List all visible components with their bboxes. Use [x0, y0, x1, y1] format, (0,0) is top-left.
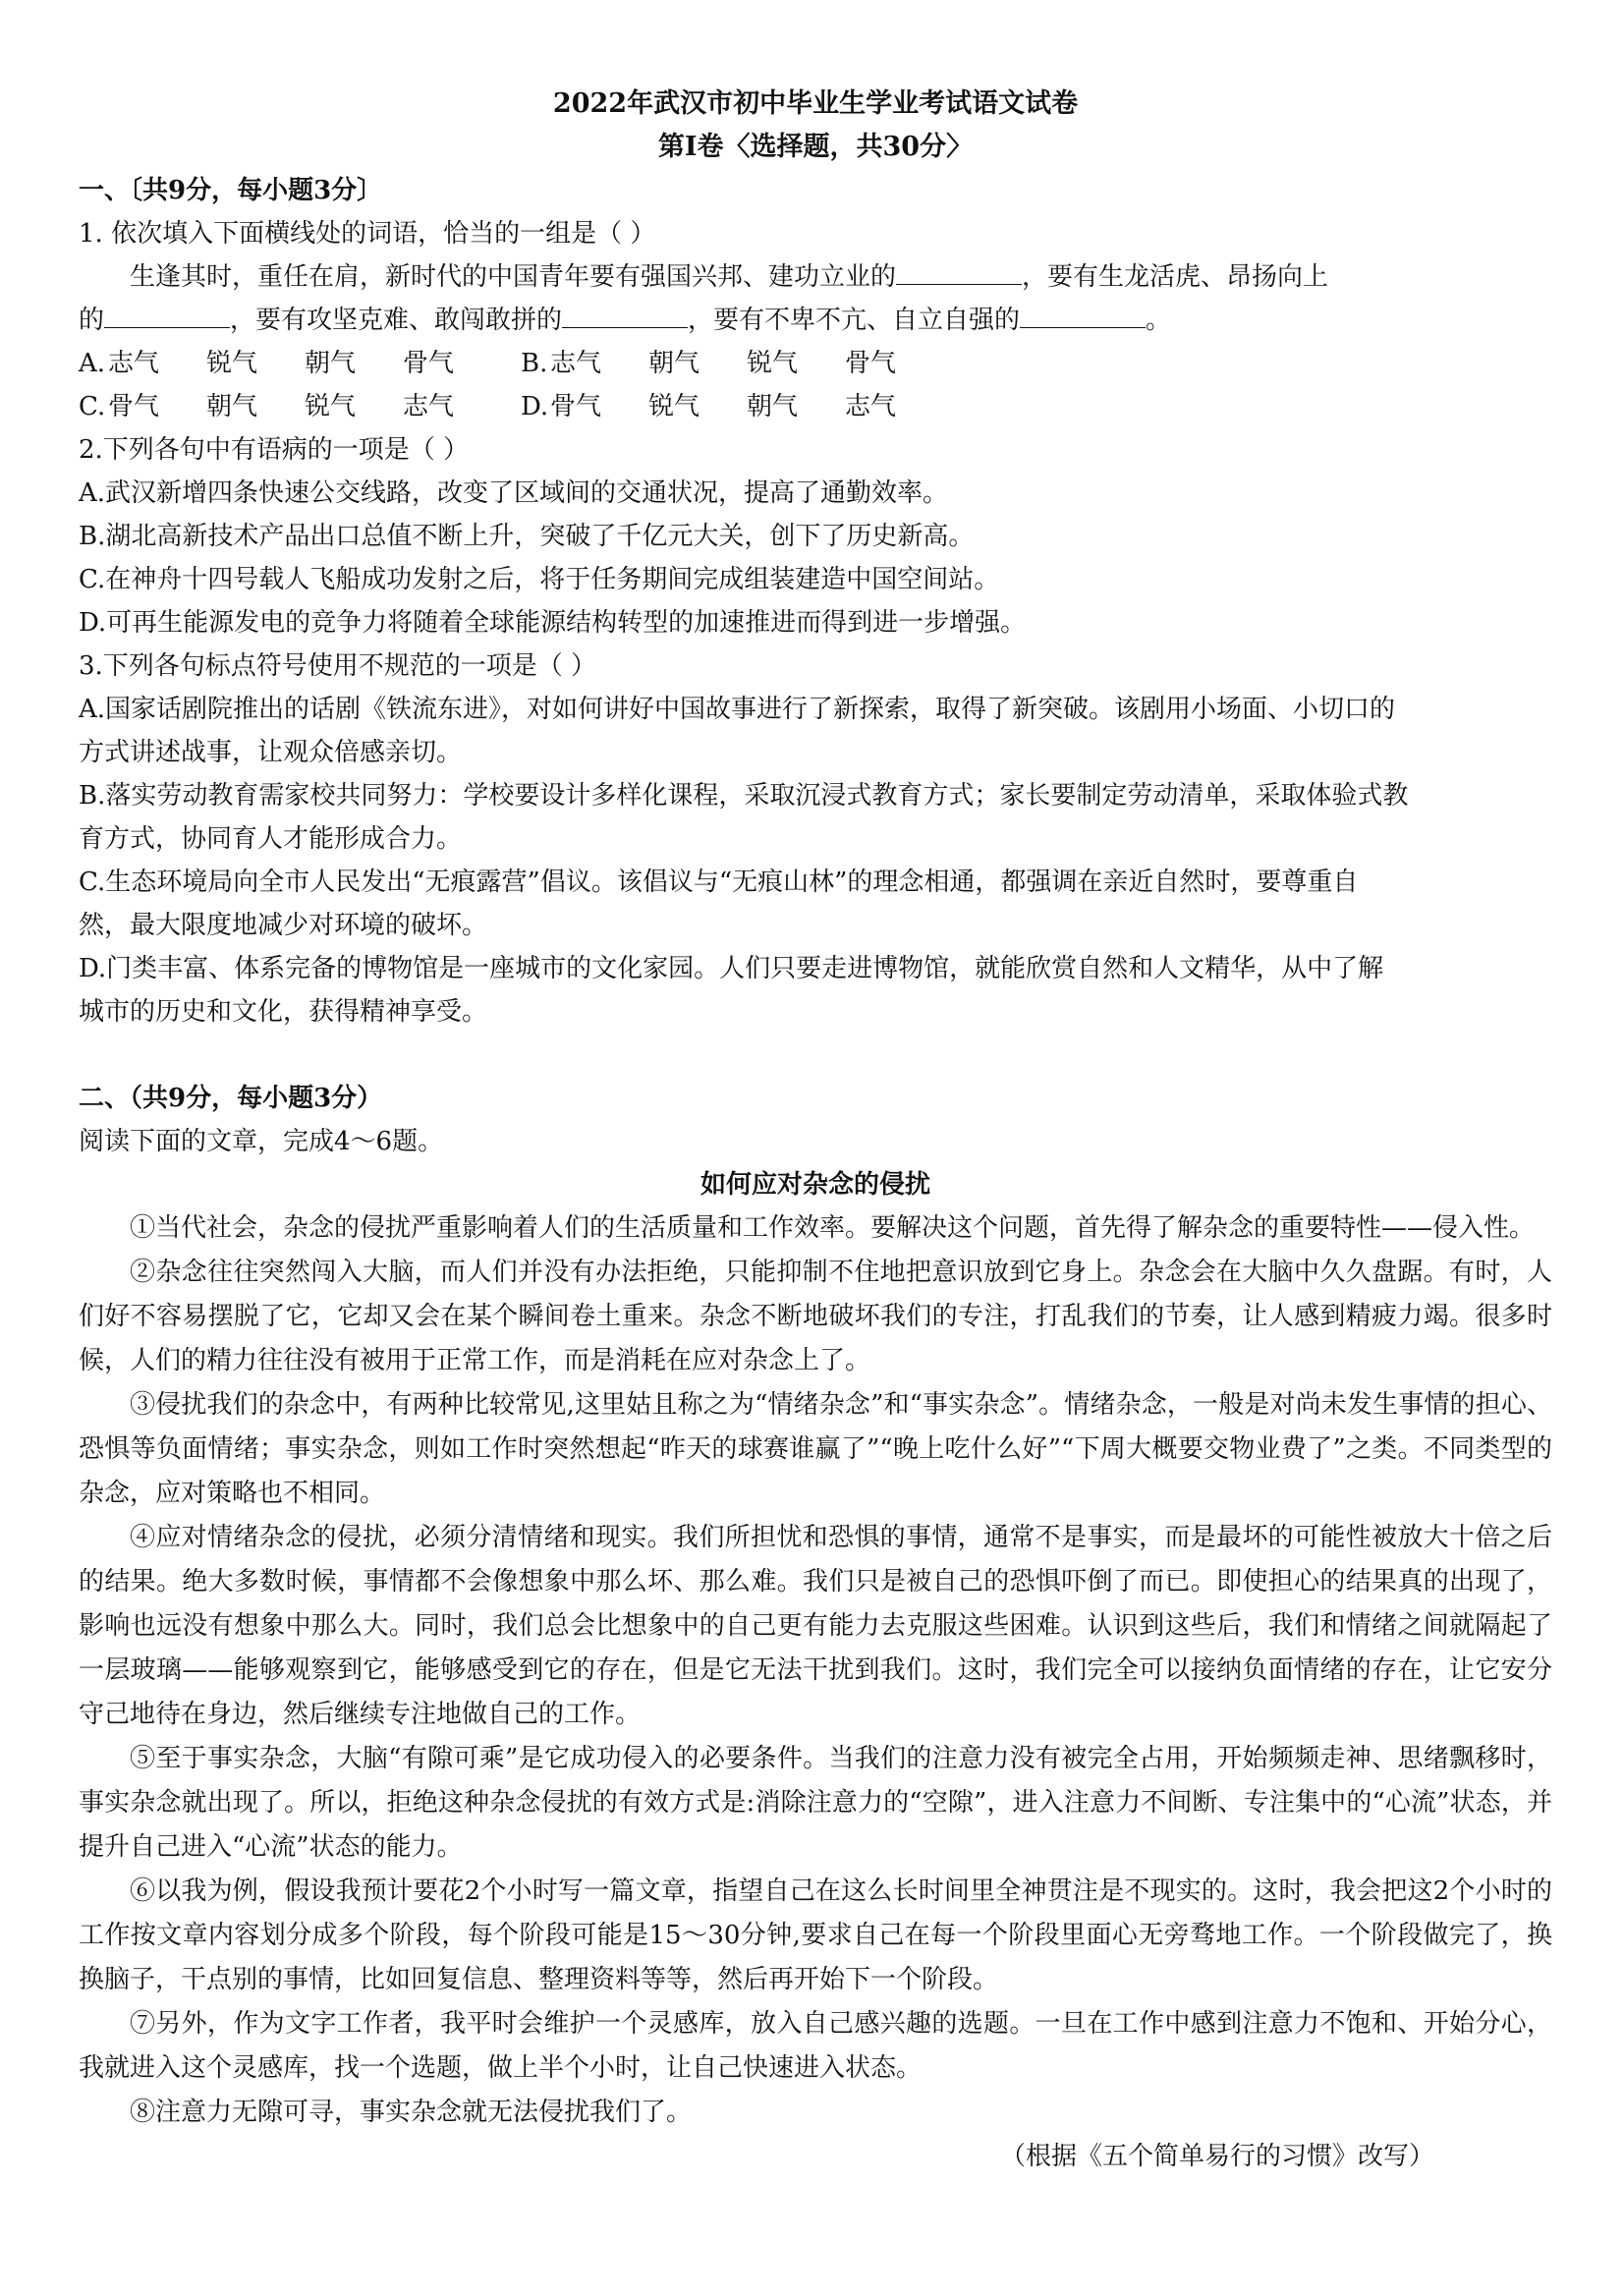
section2-heading: 二、（共9分，每小题3分） — [79, 1084, 383, 1113]
article-paragraph: ⑥以我为例，假设我预计要花2个小时写一篇文章，指望自己在这么长时间里全神贯注是不现实的。这时，我会把这2个小时的工作按文章内容划分成多个阶段，每个阶段可能是15～30分钟,要求自己在每一个阶段里面心无旁骛地工作。一个阶段做完了，换换脑子，干点别的事情，比如回复信息、整理资料等等，然后再开始下一个阶段。 — [79, 1876, 1552, 1994]
q2-option-d: D.可再生能源发电的竞争力将随着全球能源结构转型的加速推进而得到进一步增强。 — [79, 608, 1027, 638]
q1-option-a: A. 志气 锐气 朝气 骨气 — [79, 349, 455, 378]
exam-page — [79, 83, 1552, 2178]
answer-blank — [1020, 306, 1146, 328]
section2-intro: 阅读下面的文章，完成4～6题。 — [79, 1127, 444, 1156]
q2-option-c: C.在神舟十四号载人飞船成功发射之后，将于任务期间完成组装建造中国空间站。 — [79, 565, 1000, 594]
article-paragraph: ⑧注意力无隙可寻，事实杂念就无法侵扰我们了。 — [130, 2098, 693, 2127]
q3-option-b-line2: 育方式，协同育人才能形成合力。 — [79, 824, 463, 854]
article-title: 如何应对杂念的侵扰 — [700, 1170, 930, 1200]
q3-option-d-line2: 城市的历史和文化，获得精神享受。 — [79, 997, 488, 1027]
q2-option-a: A.武汉新增四条快速公交线路，改变了区域间的交通状况，提高了通勤效率。 — [79, 478, 949, 508]
q3-option-d-line1: D.门类丰富、体系完备的博物馆是一座城市的文化家园。人们只要走进博物馆，就能欣赏自然和人文精华，从中了解 — [79, 954, 1384, 983]
article-paragraph: ①当代社会，杂念的侵扰严重影响着人们的生活质量和工作效率。要解决这个问题，首先得了解杂念的重要特性——侵入性。 — [130, 1213, 1536, 1243]
q1-option-b: B. 志气 朝气 锐气 骨气 — [521, 349, 897, 378]
q3-option-c-line2: 然，最大限度地减少对环境的破坏。 — [79, 911, 488, 940]
article-paragraph: ②杂念往往突然闯入大脑，而人们并没有办法拒绝，只能抑制不住地把意识放到它身上。杂念会在大脑中久久盘踞。有时，人们好不容易摆脱了它，它却又会在某个瞬间卷土重来。杂念不断地破坏我们的专注，打乱我们的节奏，让人感到精疲力竭。很多时候，人们的精力往往没有被用于正常工作，而是消耗在应对杂念上了。 — [79, 1258, 1552, 1375]
section1-heading: 一、〔共9分，每小题3分〕 — [79, 176, 383, 205]
volume-title: 第Ⅰ卷〈选择题，共30分〉 — [657, 132, 974, 162]
q3-stem: 3.下列各句标点符号使用不规范的一项是（ ） — [79, 651, 597, 681]
q1-passage-text: ，要有攻坚克难、敢闯敢拼的 — [230, 306, 563, 335]
article-source: （根据《五个简单易行的习惯》改写） — [999, 2142, 1434, 2171]
article-paragraph: ④应对情绪杂念的侵扰，必须分清情绪和现实。我们所担忧和恐惧的事情，通常不是事实，而是最坏的可能性被放大十倍之后的结果。绝大多数时候，事情都不会像想象中那么坏、那么难。我们只是被自己的恐惧吓倒了而已。即使担心的结果真的出现了，影响也远没有想象中那么大。同时，我们总会比想象中的自己更有能力去克服这些困难。认识到这些后，我们和情绪之间就隔起了一层玻璃——能够观察到它，能够感受到它的存在，但是它无法干扰到我们。这时，我们完全可以接纳负面情绪的存在，让它安分守己地待在身边，然后继续专注地做自己的工作。 — [79, 1523, 1552, 1729]
q1-passage-text: ，要有不卑不亢、自立自强的 — [688, 306, 1021, 335]
q1-passage-line2 — [79, 299, 1552, 342]
exam-title: 2022年武汉市初中毕业生学业考试语文试卷 — [552, 88, 1079, 119]
q1-stem: 1. 依次填入下面横线处的词语，恰当的一组是（ ） — [79, 219, 656, 249]
section-spacer — [79, 1034, 1552, 1077]
q3-option-c-line1: C.生态环境局向全市人民发出“无痕露营”倡议。该倡议与“无痕山林”的理念相通，都强调在亲近自然时，要尊重自 — [79, 868, 1359, 897]
q1-passage-text: 的 — [79, 306, 105, 335]
article-paragraph: ⑤至于事实杂念，大脑“有隙可乘”是它成功侵入的必要条件。当我们的注意力没有被完全占用，开始频频走神、思绪飘移时，事实杂念就出现了。所以，拒绝这种杂念侵扰的有效方式是:消除注意力的“空隙”，进入注意力不间断、专注集中的“心流”状态，并提升自己进入“心流”状态的能力。 — [79, 1744, 1552, 1862]
q1-passage-text: ，要有生龙活虎、昂扬向上 — [1022, 262, 1329, 292]
q1-passage-text: 生逢其时，重任在肩，新时代的中国青年要有强国兴邦、建功立业的 — [130, 262, 897, 292]
answer-blank — [104, 306, 230, 328]
q1-passage-line1 — [79, 255, 1552, 299]
q1-options-row2 — [79, 385, 1552, 428]
article-paragraph: ③侵扰我们的杂念中，有两种比较常见,这里姑且称之为“情绪杂念”和“事实杂念”。情绪杂念，一般是对尚未发生事情的担心、恐惧等负面情绪；事实杂念，则如工作时突然想起“昨天的球赛谁赢了”“晚上吃什么好”“下周大概要交物业费了”之类。不同类型的杂念，应对策略也不相同。 — [79, 1390, 1552, 1508]
q3-option-a-line1: A.国家话剧院推出的话剧《铁流东进》，对如何讲好中国故事进行了新探索，取得了新突破。该剧用小场面、小切口的 — [79, 695, 1396, 724]
article-body — [79, 1206, 1552, 2135]
q2-option-b: B.湖北高新技术产品出口总值不断上升，突破了千亿元大关，创下了历史新高。 — [79, 522, 975, 551]
q1-option-c: C. 骨气 朝气 锐气 志气 — [79, 392, 455, 421]
q3-option-a-line2: 方式讲述战事，让观众倍感亲切。 — [79, 738, 463, 767]
article-paragraph: ⑦另外，作为文字工作者，我平时会维护一个灵感库，放入自己感兴趣的选题。一旦在工作中感到注意力不饱和、开始分心，我就进入这个灵感库，找一个选题，做上半个小时，让自己快速进入状态。 — [79, 2009, 1552, 2083]
q3-option-b-line1: B.落实劳动教育需家校共同努力：学校要设计多样化课程，采取沉浸式教育方式；家长要制定劳动清单，采取体验式教 — [79, 781, 1409, 811]
answer-blank — [896, 262, 1022, 285]
q2-stem: 2.下列各句中有语病的一项是（ ） — [79, 435, 470, 465]
answer-blank — [562, 306, 688, 328]
q1-passage-text: 。 — [1146, 306, 1172, 335]
q1-options-row1 — [79, 342, 1552, 385]
q1-option-d: D.骨气 锐气 朝气 志气 — [521, 392, 897, 421]
